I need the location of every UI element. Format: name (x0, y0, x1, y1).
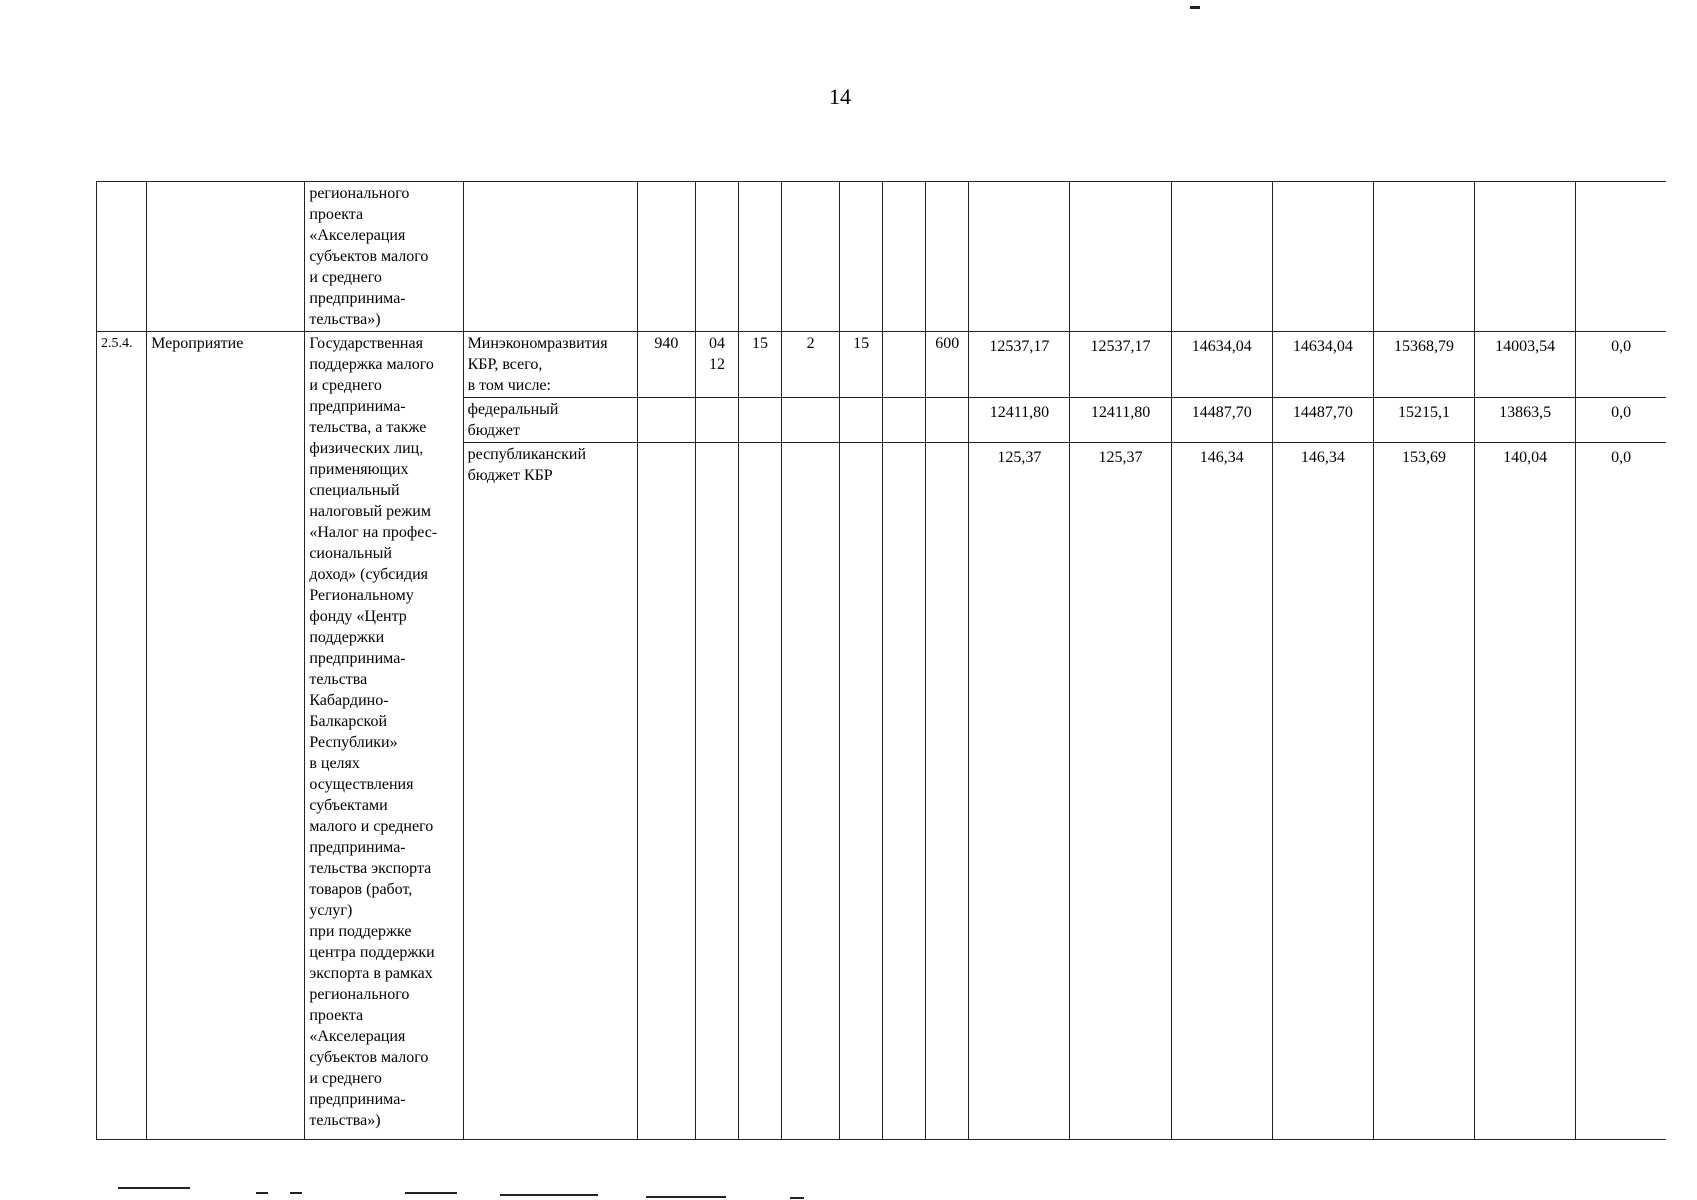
scan-mark (405, 1192, 457, 1194)
scan-mark (290, 1192, 302, 1194)
cell-value: 12537,17 (1070, 332, 1171, 398)
cell-measure-number: 2.5.4. (97, 332, 147, 1140)
cell-value: 125,37 (1070, 443, 1171, 1140)
cell-code-pgp: 2 (782, 332, 840, 398)
cell-source-label: федеральный бюджет (463, 398, 637, 443)
cell-value: 14634,04 (1272, 332, 1373, 398)
scan-mark (500, 1194, 598, 1196)
scan-mark (256, 1192, 268, 1194)
cell-code-grbs: 940 (637, 332, 695, 398)
cell-measure-type: Мероприятие (147, 332, 305, 1140)
scan-mark (118, 1187, 190, 1189)
cell-code-vr: 600 (926, 332, 969, 398)
cell-value: 14634,04 (1171, 332, 1272, 398)
cell-value: 0,0 (1576, 332, 1666, 398)
cell-value: 153,69 (1373, 443, 1474, 1140)
scan-mark (1190, 6, 1200, 9)
cell-code-extra (883, 332, 926, 398)
cell-value: 0,0 (1576, 398, 1666, 443)
cell-value: 15368,79 (1373, 332, 1474, 398)
cell-value: 12537,17 (969, 332, 1070, 398)
budget-table (96, 181, 1666, 1140)
cell-source-label: Минэкономразвития КБР, всего, в том числе: (463, 332, 637, 398)
page-number: 14 (829, 84, 851, 109)
cell-value: 125,37 (969, 443, 1070, 1140)
table-row-continuation (97, 182, 1667, 332)
cell-value: 15215,1 (1373, 398, 1474, 443)
cell-value: 14487,70 (1171, 398, 1272, 443)
cell-value: 14003,54 (1475, 332, 1576, 398)
cell-code-gp: 15 (738, 332, 781, 398)
cell-value: 14487,70 (1272, 398, 1373, 443)
cell-name-continuation: регионального проекта «Акселерация субъектов малого и среднего предпринима- тельства») (305, 182, 463, 332)
cell-value: 0,0 (1576, 443, 1666, 1140)
cell-code-om: 15 (840, 332, 883, 398)
cell-source-label: республиканский бюджет КБР (463, 443, 637, 1140)
cell-value: 146,34 (1272, 443, 1373, 1140)
cell-value: 12411,80 (969, 398, 1070, 443)
cell-code-rz-pr: 04 12 (695, 332, 738, 398)
cell-value: 12411,80 (1070, 398, 1171, 443)
cell-type (147, 182, 305, 332)
cell-value: 13863,5 (1475, 398, 1576, 443)
cell-measure-name: Государственная поддержка малого и среднего предпринима- тельства, а также физических лиц, применяющих специальный налоговый режим «Налог на профес- сиональный доход» (субсидия Региональному фонду «Центр поддержки предпринима- тельства Кабардино- Балкарской Республики» в целях осуществления субъектами малого и среднего предпринима- тельства экспорта товаров (работ, услуг) при поддержке центра поддержки экспорта в рамках регионального проекта «Акселерация субъектов малого и среднего предпринима- тельства») (305, 332, 463, 1140)
cell-value: 146,34 (1171, 443, 1272, 1140)
cell-source (463, 182, 637, 332)
table-row-total (97, 332, 1667, 398)
cell-number (97, 182, 147, 332)
scan-mark (646, 1196, 726, 1198)
cell-value: 140,04 (1475, 443, 1576, 1140)
scan-mark (790, 1197, 804, 1199)
